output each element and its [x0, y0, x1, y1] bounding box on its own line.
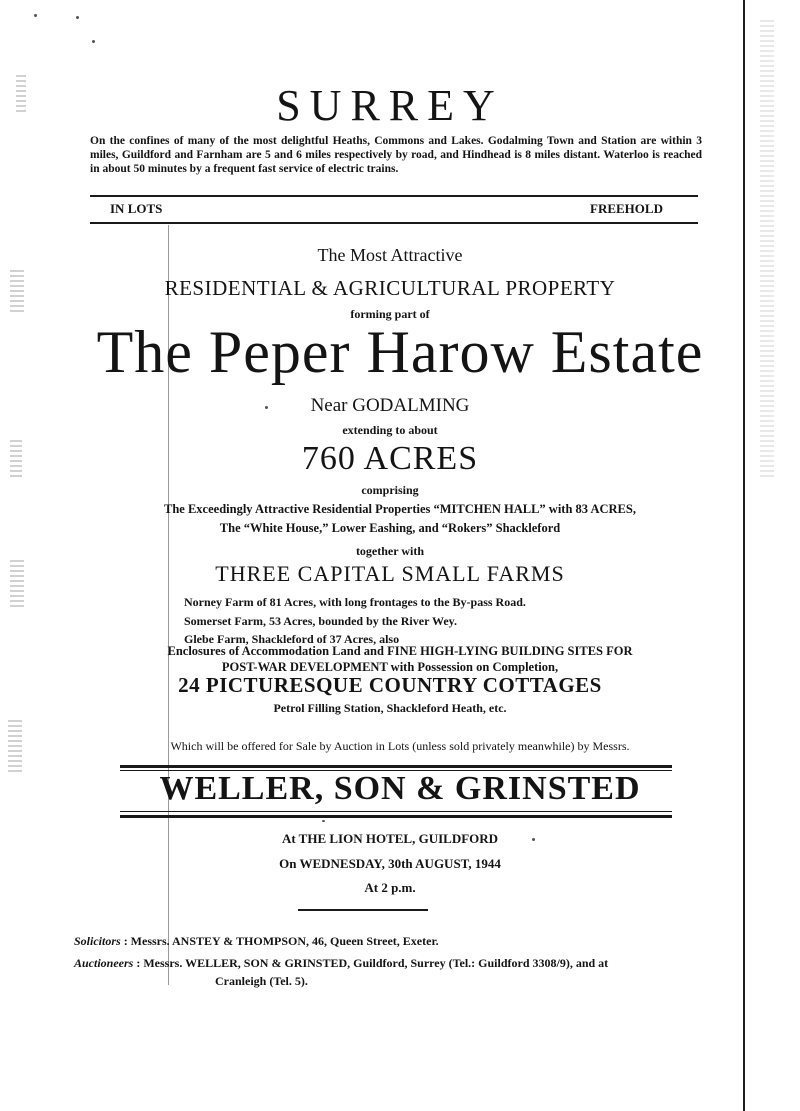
auction-venue: At THE LION HOTEL, GUILDFORD	[281, 831, 499, 846]
enclosures-line-1: Enclosures of Accommodation Land and FINE HIGH-LYING BUILDING SITES FOR	[167, 644, 633, 658]
farms-heading: THREE CAPITAL SMALL FARMS	[215, 561, 565, 586]
auction-notice: Which will be offered for Sale by Auction in Lots (unless sold privately meanwhile) by Messrs.	[170, 739, 630, 753]
property-lead: The Most Attractive	[317, 245, 463, 265]
auctioneers-line	[74, 956, 608, 971]
forming-part-of: forming part of	[350, 307, 430, 321]
farm-item: Norney Farm of 81 Acres, with long frontages to the By-pass Road.	[184, 595, 526, 609]
tenure-lots: IN LOTS	[110, 201, 163, 216]
tenure-rule	[90, 222, 698, 224]
solicitors-label: Solicitors	[74, 934, 121, 948]
footer-rule	[298, 909, 428, 911]
auction-time: At 2 p.m.	[364, 880, 416, 895]
estate-acreage: 760 ACRES	[301, 440, 479, 477]
scan-smudge	[10, 440, 22, 480]
estate-name: The Peper Harow Estate	[96, 319, 704, 385]
farm-item: Somerset Farm, 53 Acres, bounded by the River Wey.	[184, 614, 457, 628]
scan-smudge	[8, 720, 22, 775]
solicitors-line	[74, 934, 439, 949]
intro-paragraph: On the confines of many of the most delightful Heaths, Commons and Lakes. Godalming Town and Station are within 3 miles, Guildford and Farnham are 5 and 6 miles respectively by road, and Hindhead is 8 miles distant. Waterloo is reached in about 50 minutes by a frequent fast service of electric trains.	[90, 135, 702, 175]
together-with-label: together with	[355, 544, 425, 558]
farm-item: Glebe Farm, Shackleford of 37 Acres, also	[184, 632, 400, 646]
estate-location: Near GODALMING	[310, 395, 470, 416]
tenure-freehold: FREEHOLD	[590, 201, 663, 216]
scan-smudge	[16, 75, 26, 115]
enclosures-line-2: POST-WAR DEVELOPMENT with Possession on Completion,	[221, 660, 559, 674]
auctioneer-rule-bottom-thin	[120, 811, 672, 812]
auctioneer-name: WELLER, SON & GRINSTED	[159, 770, 641, 807]
comprising-label: comprising	[361, 483, 419, 497]
auctioneer-rule-bottom	[120, 815, 672, 818]
auctioneer-rule-top	[120, 765, 672, 768]
scan-speck	[322, 820, 325, 822]
auctioneers-label: Auctioneers	[74, 956, 134, 970]
residential-properties-line-2: The “White House,” Lower Eashing, and “Rokers” Shackleford	[219, 521, 561, 535]
scan-smudge	[760, 20, 774, 480]
document-title: SURREY	[276, 81, 504, 130]
scan-speck	[34, 14, 37, 17]
cottages-heading: 24 PICTURESQUE COUNTRY COTTAGES	[178, 673, 602, 697]
solicitors-text: : Messrs. ANSTEY & THOMPSON, 46, Queen Street, Exeter.	[123, 934, 439, 948]
auctioneers-text: : Messrs. WELLER, SON & GRINSTED, Guildford, Surrey (Tel.: Guildford 3308/9), and at	[136, 956, 609, 970]
scan-speck	[76, 16, 79, 19]
property-type: RESIDENTIAL & AGRICULTURAL PROPERTY	[164, 276, 616, 300]
scan-binding-line	[743, 0, 745, 1111]
scan-speck	[92, 40, 95, 43]
scan-smudge	[10, 560, 24, 610]
residential-properties-line-1: The Exceedingly Attractive Residential Properties “MITCHEN HALL” with 83 ACRES,	[164, 502, 636, 516]
auctioneers-line-2: Cranleigh (Tel. 5).	[215, 974, 308, 988]
scan-smudge	[10, 270, 24, 315]
auction-date: On WEDNESDAY, 30th AUGUST, 1944	[279, 856, 501, 871]
extending-label: extending to about	[342, 423, 438, 437]
petrol-station-line: Petrol Filling Station, Shackleford Heath, etc.	[273, 701, 507, 715]
top-rule	[90, 195, 698, 197]
